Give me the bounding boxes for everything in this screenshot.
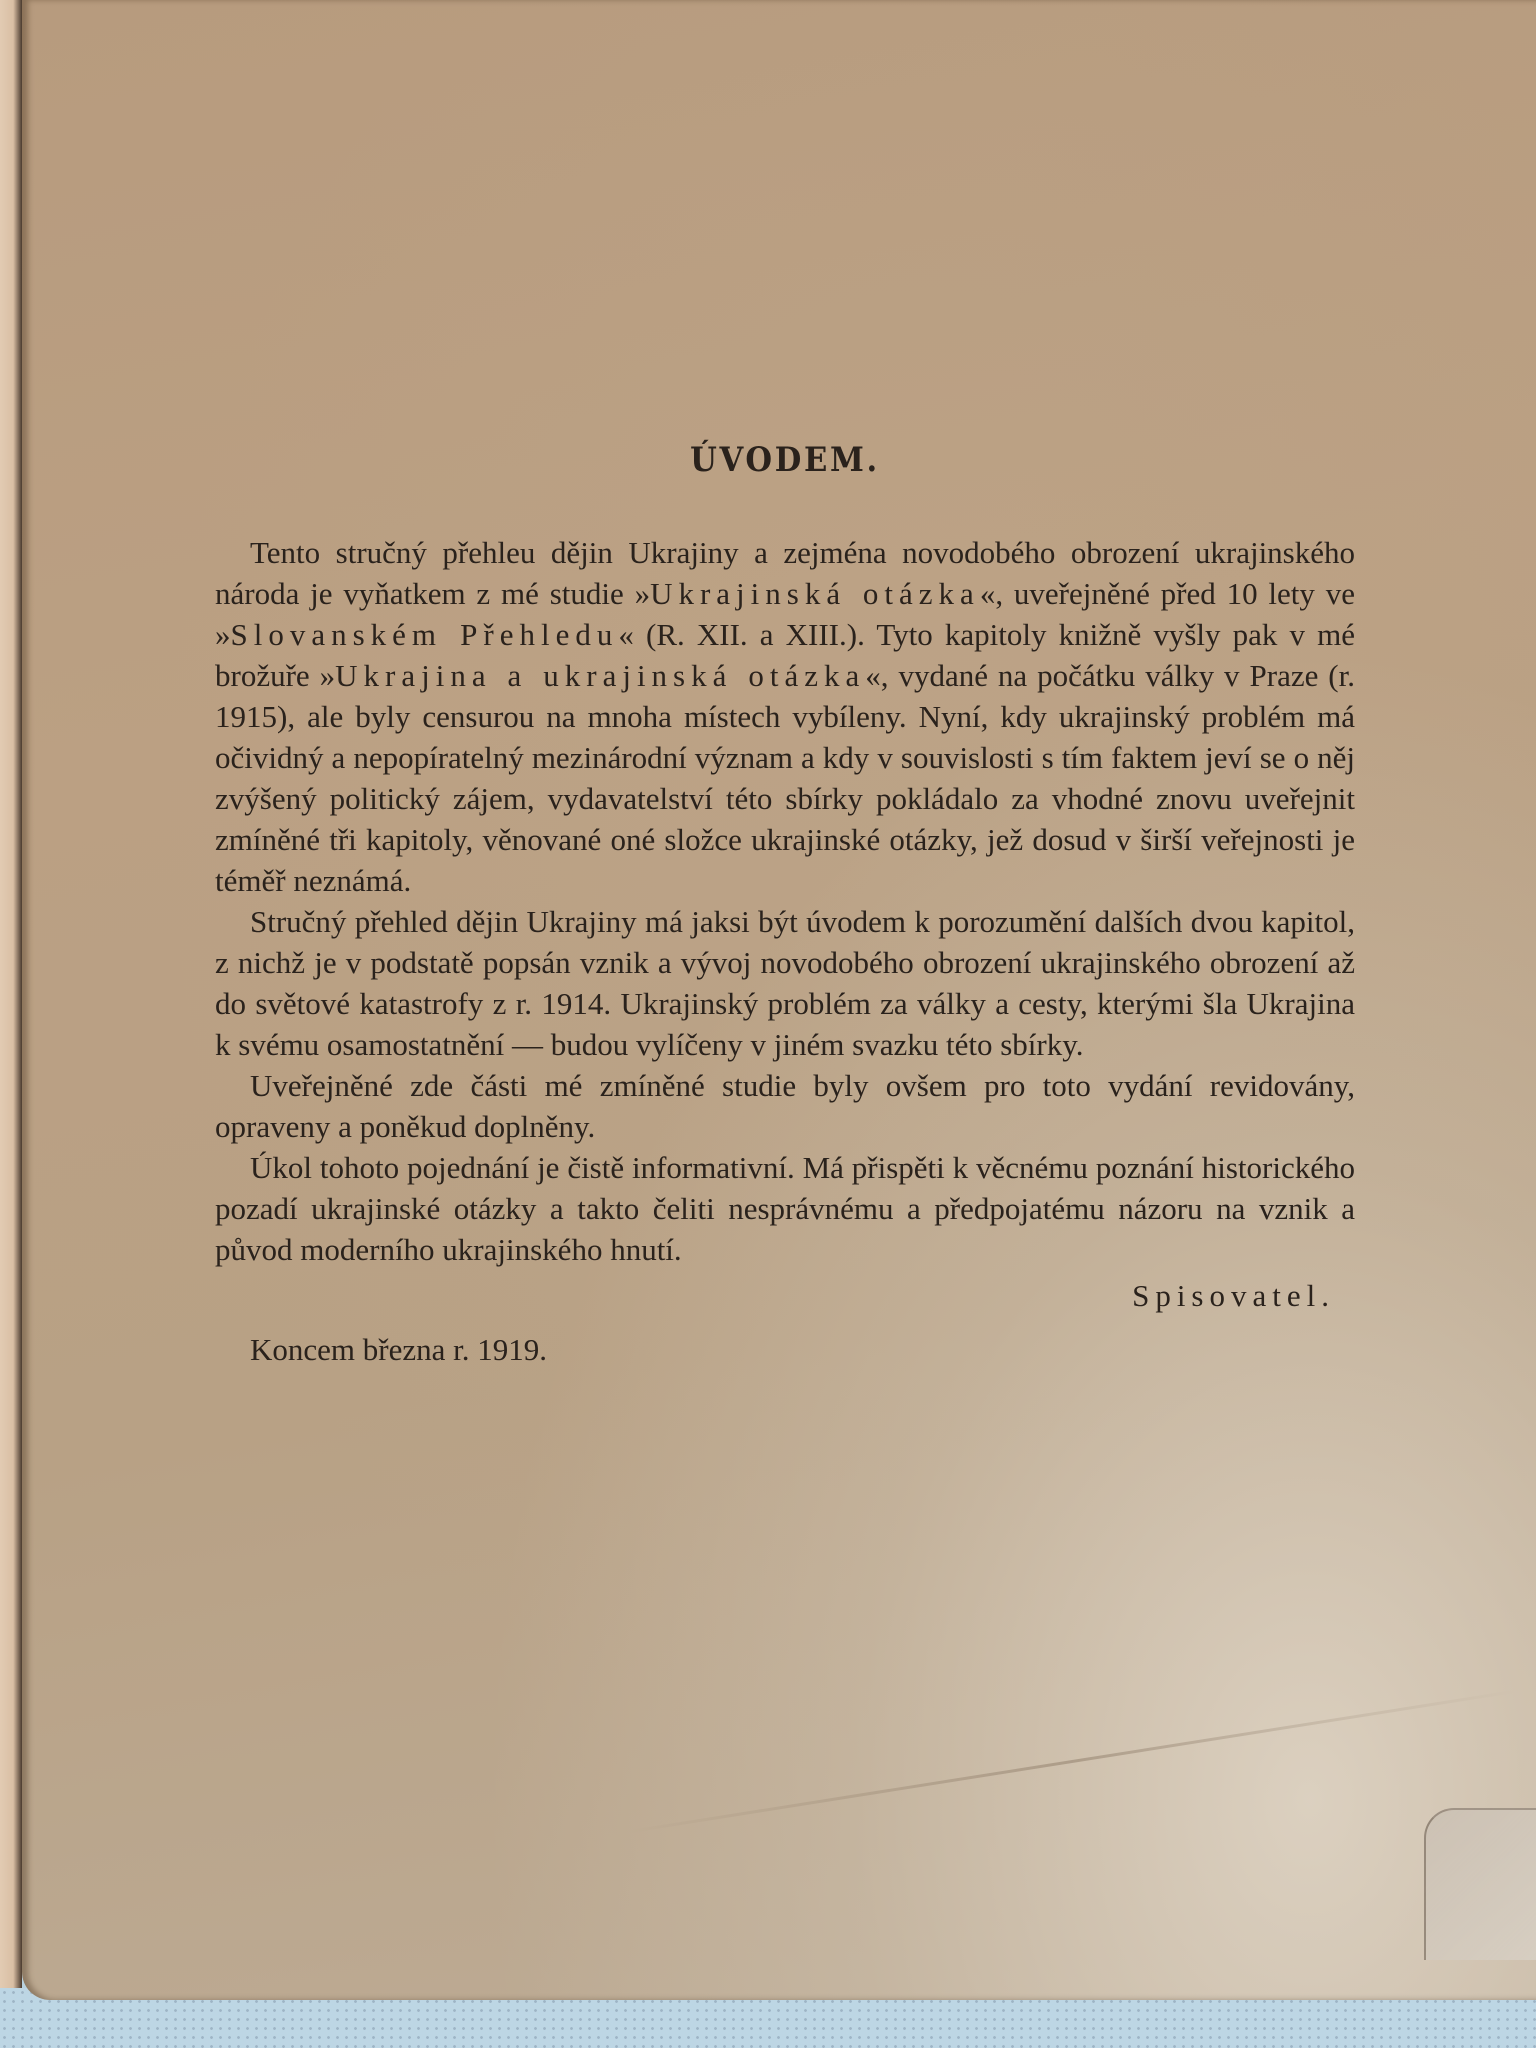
text-segment: «, vydané na počátku války v Praze (r. 1915), ale byly censurou na mnoha místech vybíleny. Nyní, kdy ukrajinský problém má očividný a nepopíratelný mezinárodní význam a kdy v souvislosti s tím faktem jeví se o něj zvýšený politický zájem, vydavatelství této sbírky pokládalo za vhodné znovu uveřejnit zmíněné tři kapitoly, věnované oné složce ukrajinské otázky, jež dosud v širší veřejnosti je téměř neznámá. <box>215 658 1355 898</box>
emphasized-title: Ukrajinská otázka <box>650 576 980 611</box>
text-segment: « (R. XII. a XIII.). Tyto kapitoly knižně vyšly pak v mé brožuře » <box>215 617 1355 693</box>
text-segment: «, uveřejněné před 10 lety ve » <box>215 576 1355 652</box>
text-segment: Úkol tohoto pojednání je čistě informativní. Má přispěti k věcnému poznání historického pozadí ukrajinské otázky a takto čeliti nesprávnému a předpojatému názoru na vznik a původ moderního ukrajinského hnutí. <box>215 1150 1355 1267</box>
signature: Spisovatel. <box>1132 1278 1335 1313</box>
paragraph-3 <box>215 1065 1355 1147</box>
paragraph-1 <box>215 532 1355 901</box>
adjacent-page-edge <box>0 0 22 1995</box>
torn-corner <box>1424 1808 1536 1960</box>
page-content <box>215 440 1355 1368</box>
emphasized-title: Slovanském Přehledu <box>230 617 619 652</box>
page-title: ÚVODEM. <box>690 440 880 480</box>
paragraph-2 <box>215 901 1355 1065</box>
book-page <box>22 0 1536 2000</box>
paper-crease <box>627 1690 1516 1834</box>
text-segment: Stručný přehled dějin Ukrajiny má jaksi být úvodem k porozumění dalších dvou kapitol, z nichž je v podstatě popsán vznik a vývoj novodobého obrození ukrajinského obrození až do světové katastrofy z r. 1914. Ukrajinský problém za války a cesty, kterými šla Ukrajina k svému osamostatnění — budou vylíčeny v jiném svazku této sbírky. <box>215 904 1355 1062</box>
emphasized-title: Ukrajina a ukrajinská otázka <box>335 658 866 693</box>
paragraph-4 <box>215 1147 1355 1270</box>
text-segment: Tento stručný přehleu dějin Ukrajiny a zejména novodobého obrození ukrajinského národa je vyňatkem z mé studie » <box>215 535 1355 611</box>
dateline: Koncem března r. 1919. <box>250 1332 547 1367</box>
text-segment: Uveřejněné zde části mé zmíněné studie byly ovšem pro toto vydání revidovány, opraveny a poněkud doplněny. <box>215 1068 1355 1144</box>
